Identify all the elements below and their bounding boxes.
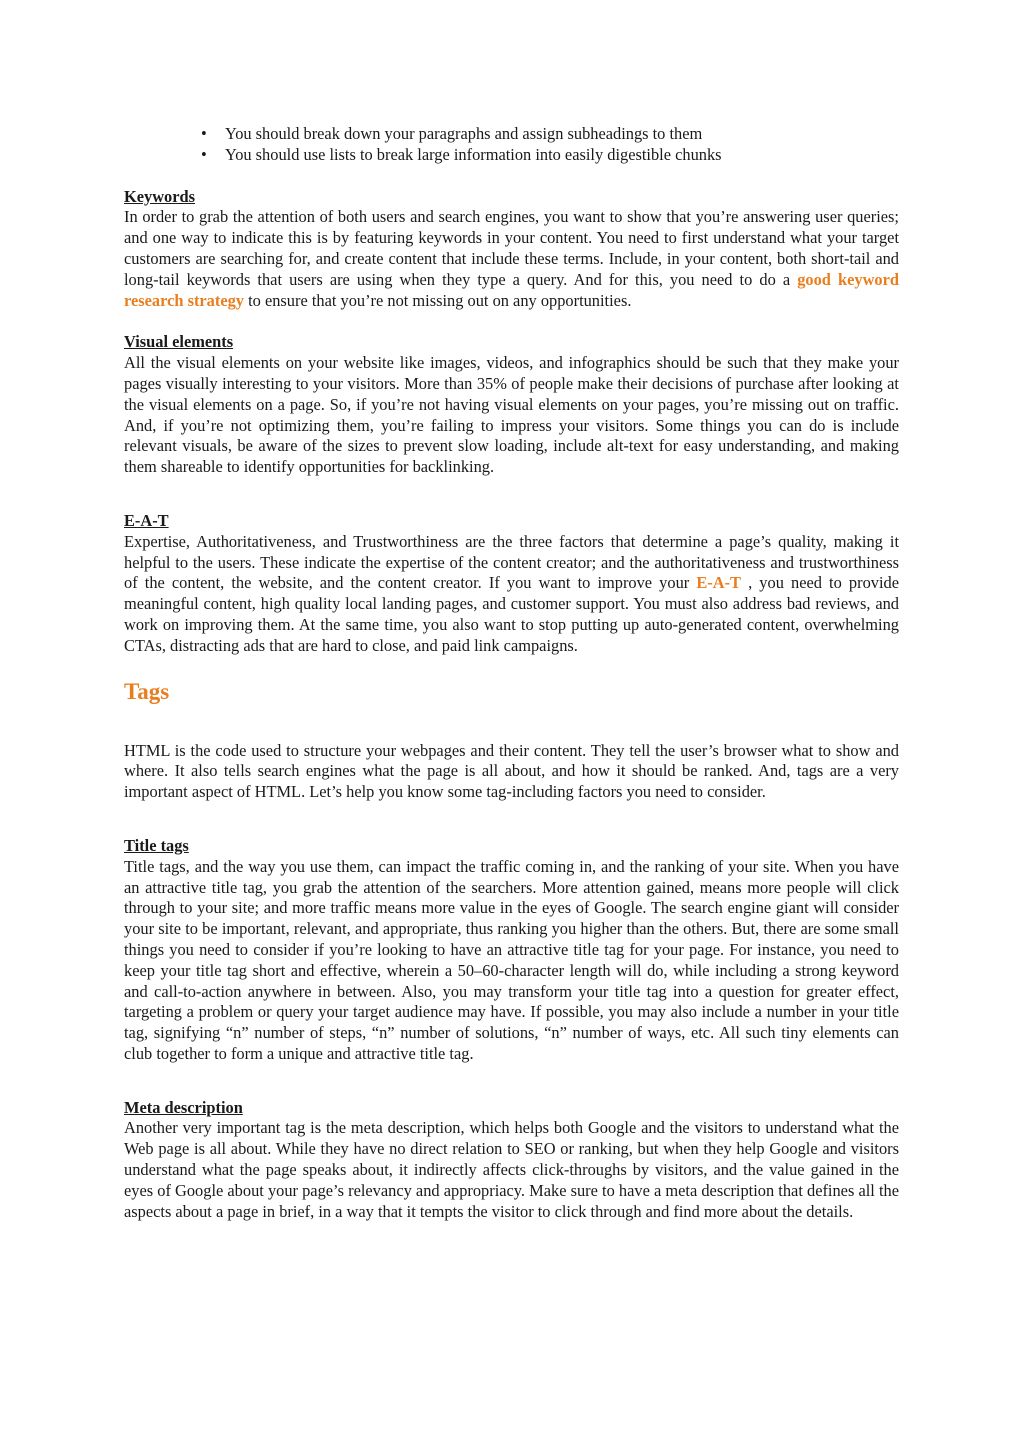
meta-description-heading: Meta description [124, 1097, 243, 1117]
visual-elements-heading: Visual elements [124, 332, 234, 352]
tags-heading: Tags [124, 678, 170, 704]
eat-text-after: , you need to provide meaningful content, high quality local landing pages, and customer support. You must also address bad reviews, and work on improving them. At the same time, you also want to stop putting up auto-generated content, overwhelming CTAs, distracting ads that are hard to close, and paid link campaigns. [124, 573, 899, 655]
keywords-paragraph [124, 207, 899, 311]
list-item [124, 124, 899, 145]
title-tags-paragraph: Title tags, and the way you use them, can impact the traffic coming in, and the ranking of your site. When you have an attractive title tag, you grab the attention of the searchers. More attention gained, means more people will click through to your site; and more traffic means more value in the eyes of Google. The search engine giant will consider your site to be important, relevant, and appropriate, thus ranking you higher than the others. But, there are some small things you need to consider if you’re looking to have an attractive title tag for your page. For instance, you need to keep your title tag short and effective, wherein a 50–60-character length will do, while including a strong keyword and call-to-action anywhere in between. Also, you may transform your title tag into a question for greater effect, targeting a problem or query your target audience may have. If possible, you may also include a number in your title tag, signifying “n” number of steps, “n” number of solutions, “n” number of ways, etc. All such tiny elements can club together to form a unique and attractive title tag. [124, 856, 899, 1063]
visual-elements-paragraph: All the visual elements on your website like images, videos, and infographics should be such that they make your pages visually interesting to your visitors. More than 35% of people make their decisions of purchase after looking at the visual elements on a page. So, if you’re not having visual elements on your pages, you’re missing out on traffic. And, if you’re not optimizing them, you’re failing to impress your visitors. Some things you can do is include relevant visuals, be aware of the sizes to prevent slow loading, include alt-text for easy understanding, and making them shareable to identify opportunities for backlinking. [124, 353, 899, 477]
bullet-icon: • [201, 144, 207, 164]
title-tags-heading: Title tags [124, 835, 189, 855]
list-item-text: You should use lists to break large information into easily digestible chunks [225, 144, 722, 164]
bullet-list [124, 124, 899, 166]
list-item [124, 145, 899, 166]
keyword-research-link[interactable]: good keyword research strategy [124, 269, 899, 310]
tags-intro-paragraph: HTML is the code used to structure your webpages and their content. They tell the user’s browser what to show and where. It also tells search engines what the page is all about, and how it should be ranked. And, tags are a very important aspect of HTML. Let’s help you know some tag-including factors you need to consider. [124, 740, 899, 802]
eat-link[interactable]: E-A-T [696, 573, 741, 593]
eat-paragraph [124, 532, 899, 657]
list-item-text: You should break down your paragraphs and assign subheadings to them [225, 124, 703, 143]
eat-text-before: Expertise, Authoritativeness, and Trustworthiness are the three factors that determine a page’s quality, making it helpful to the users. These indicate the expertise of the content creator; and the authoritativeness and trustworthiness of the content, the website, and the content creator. If you want to improve your [124, 531, 899, 593]
document-page [124, 124, 899, 1222]
eat-heading: E-A-T [124, 510, 169, 530]
bullet-icon: • [201, 124, 207, 143]
keywords-text-before: In order to grab the attention of both users and search engines, you want to show that you’re answering user queries; and one way to indicate this is by featuring keywords in your content. You need to first understand what your target customers are searching for, and create content that include these terms. Include, in your content, both short-tail and long-tail keywords that users are using when they type a query. And for this, you need to do a [124, 207, 899, 289]
keywords-heading: Keywords [124, 186, 196, 206]
meta-description-paragraph: Another very important tag is the meta description, which helps both Google and the visitors to understand what the Web page is all about. While they have no direct relation to SEO or ranking, but when they help Google and visitors understand what the page speaks about, it indirectly affects click-throughs by visitors, and the value gained in the eyes of Google about your page’s relevancy and appropriacy. Make sure to have a meta description that defines all the aspects about a page in brief, in a way that it tempts the visitor to click through and find more about the details. [124, 1118, 899, 1221]
keywords-text-after: to ensure that you’re not missing out on any opportunities. [244, 290, 632, 310]
